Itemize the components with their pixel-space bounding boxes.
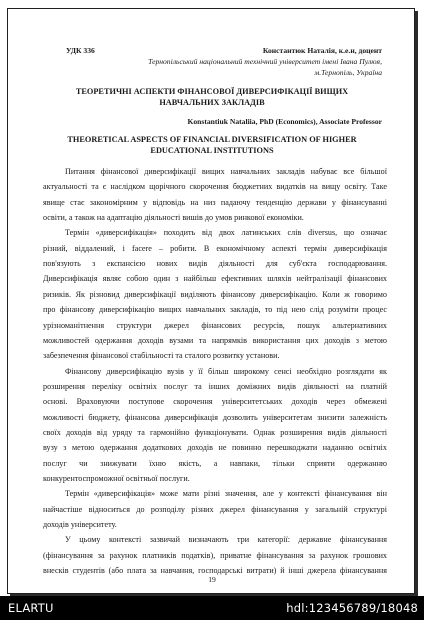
document-page [7,8,415,594]
affiliation-line-1: Тернопільський національний технічний університет імені Івана Пулюя, [148,57,382,66]
body-line: освіти, а також на адаптацію діяльності вишів до умов ринкової економіки. [43,213,304,223]
body-line: про фінансову диверсифікацію вищих навчальних закладів, то під нею слід розуміти процес [43,305,387,315]
udk-code: УДК 336 [66,46,95,55]
body-line: Фінансову диверсифікацію вузів у її більш широкому сенсі необхідно розглядати як [65,366,387,376]
title-en-line-1: THEORETICAL ASPECTS OF FINANCIAL DIVERSIFICATION OF HIGHER [67,135,357,144]
author-en: Konstantiuk Nataliia, PhD (Economics), Associate Professor [187,117,382,126]
body-line: можливостей одержання доходів вузами та напрямків використання цих доходів з метою [43,335,387,345]
body-line: пов'язують з експансією нових видів діяльності для суб'єкта господарювання. [43,259,387,269]
author-ua: Константюк Наталія, к.е.н, доцент [262,46,382,55]
body-line: явище стає закономірним у відповідь на низ падаючу тенденцію держави у фінансуванні [43,197,387,207]
body-line: Диверсифікація являє собою один з найбільш ефективних шляхів нейтралізації фінансових [43,274,387,284]
body-line: конкурентоспроможної освітньої послуги. [43,474,190,483]
body-line: доходів університету. [43,520,117,530]
affiliation-line-2: м.Тернопіль, Україна [314,68,382,77]
body-line: ризиків. Як різновид диверсифікації виділяють фінансову диверсифікацію. Коли ж говоримо [43,289,387,299]
body-line: Термін «диверсифікація» походить від двох латинських слів diversus, що означає [65,228,387,238]
repository-label: ELARTU [8,601,54,615]
body-line: Питання фінансової диверсифікації вищих навчальних закладів набуває все більшої [65,167,387,176]
title-en-line-2: EDUCATIONAL INSTITUTIONS [150,146,274,155]
body-line: найчастіше відноситься до розподілу різних джерел фінансування у загальній структурі [43,504,387,514]
body-line: послуг чи знижувати їхню якість, а навпаки, тільки сприяти одержанню [43,458,387,468]
body-line: Термін «диверсифікація» може мати різні значення, але у контексті фінансування він [65,489,387,499]
title-ua-line-2: НАВЧАЛЬНИХ ЗАКЛАДІВ [159,98,265,107]
body-line: (фінансування за рахунок платників податків), приватне фінансування за рахунок грошових [43,550,387,560]
body-line: У цьому контексті зазвичай визначають три категорії: державне фінансування [65,535,387,545]
handle-identifier: hdl:123456789/18048 [286,601,418,615]
body-line: урізноманітнення структури джерел фінансових ресурсів, пошук альтернативних [43,320,387,330]
viewer-footer-bar [0,596,424,620]
body-line: вузу з метою одержання додаткових доходів не повинно перешкоджати наданню освітніх [43,443,387,453]
page-number: 19 [208,575,216,584]
title-ua-line-1: ТЕОРЕТИЧНІ АСПЕКТИ ФІНАНСОВОЇ ДИВЕРСИФІКАЦІЇ ВИЩИХ [75,87,349,96]
body-line: основі. Враховуючи поступове скорочення університетських доходів через обмежені [43,397,387,407]
body-line: своїх доходів від уряду та гармонійно функціонувати. Однак розширення видів діяльності [43,427,387,437]
body-line: різний, віддалений, і facere – робити. В економічному аспекті термін диверсифікація [43,243,387,253]
body-line: внесків студентів (або плата за навчання, господарські витрати) й інші джерела фінансування [43,566,387,576]
body-line: можливості бюджету, фінансова диверсифікація дозволить університетам знизити залежність [43,412,387,422]
body-line: актуальності та є наслідком щорічного скорочення бюджетних видатків на вищу освіту. Таке [43,182,387,192]
body-line: розширення переліку освітніх послуг та інших доміжних видів діяльності на платній [43,381,387,391]
body-line: забезпечення фінансової стабільності та сталого розвитку установи. [43,351,280,361]
